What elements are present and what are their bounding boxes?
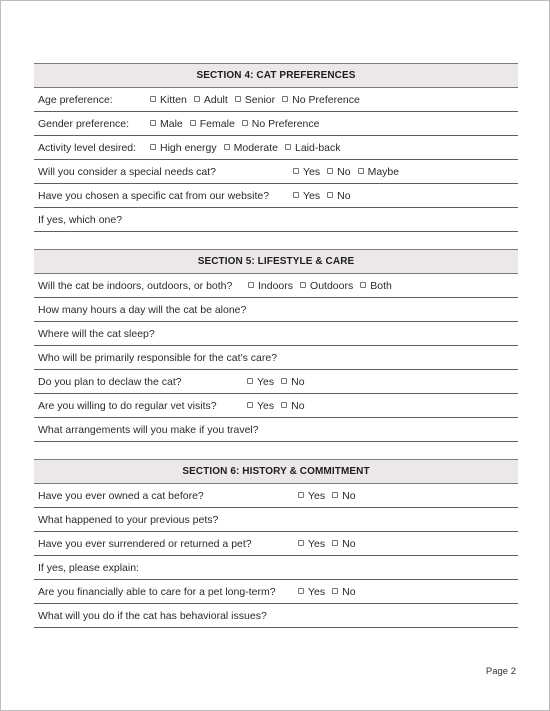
checkbox-icon[interactable] <box>298 540 304 546</box>
option-group <box>293 184 358 208</box>
checkbox-option[interactable]: Maybe <box>358 160 400 184</box>
checkbox-option[interactable]: Yes <box>247 394 274 418</box>
form-row-indoor-outdoor <box>34 274 518 298</box>
question-label: Do you plan to declaw the cat? <box>38 376 182 388</box>
question-label: Are you financially able to care for a pet long-term? <box>38 586 276 598</box>
form-row-age <box>34 88 518 112</box>
checkbox-icon[interactable] <box>150 96 156 102</box>
checkbox-option[interactable]: Yes <box>298 580 325 604</box>
checkbox-option[interactable]: Yes <box>293 160 320 184</box>
form-row-travel[interactable] <box>34 418 518 442</box>
question-label: If yes, which one? <box>38 214 123 226</box>
option-group <box>298 580 363 604</box>
checkbox-icon[interactable] <box>190 120 196 126</box>
form-row-gender <box>34 112 518 136</box>
form-row-activity <box>34 136 518 160</box>
section-lifestyle-care <box>34 249 518 442</box>
checkbox-icon[interactable] <box>150 144 156 150</box>
question-label: Age preference: <box>38 94 113 106</box>
checkbox-icon[interactable] <box>358 168 364 174</box>
checkbox-icon[interactable] <box>235 96 241 102</box>
checkbox-icon[interactable] <box>332 492 338 498</box>
question-label: Gender preference: <box>38 118 130 130</box>
checkbox-option[interactable]: No <box>327 184 350 208</box>
question-label: Have you ever surrendered or returned a pet? <box>38 538 252 550</box>
question-label: If yes, please explain: <box>38 562 139 574</box>
checkbox-option[interactable]: Yes <box>293 184 320 208</box>
option-group <box>150 88 367 112</box>
form-row-sleep[interactable] <box>34 322 518 346</box>
checkbox-icon[interactable] <box>150 120 156 126</box>
checkbox-option[interactable]: No <box>332 532 355 556</box>
checkbox-option[interactable]: Senior <box>235 88 275 112</box>
checkbox-icon[interactable] <box>327 192 333 198</box>
question-label: Are you willing to do regular vet visits? <box>38 400 217 412</box>
checkbox-icon[interactable] <box>360 282 366 288</box>
question-label: How many hours a day will the cat be alone? <box>38 304 247 316</box>
checkbox-icon[interactable] <box>282 96 288 102</box>
question-label: Will you consider a special needs cat? <box>38 166 217 178</box>
question-label: Will the cat be indoors, outdoors, or both? <box>38 280 233 292</box>
question-label: Have you ever owned a cat before? <box>38 490 204 502</box>
checkbox-icon[interactable] <box>298 588 304 594</box>
checkbox-icon[interactable] <box>194 96 200 102</box>
section-header: SECTION 5: LIFESTYLE & CARE <box>34 249 518 274</box>
checkbox-option[interactable]: Yes <box>247 370 274 394</box>
section-history-commitment <box>34 459 518 628</box>
option-group <box>150 136 348 160</box>
checkbox-icon[interactable] <box>293 192 299 198</box>
checkbox-icon[interactable] <box>332 588 338 594</box>
form-row-which-one[interactable] <box>34 208 518 232</box>
checkbox-option[interactable]: No Preference <box>282 88 360 112</box>
checkbox-icon[interactable] <box>242 120 248 126</box>
option-group <box>247 370 312 394</box>
checkbox-option[interactable]: No Preference <box>242 112 320 136</box>
checkbox-option[interactable]: Yes <box>298 532 325 556</box>
checkbox-option[interactable]: No <box>281 370 304 394</box>
question-label: Who will be primarily responsible for the cat’s care? <box>38 352 278 364</box>
checkbox-option[interactable]: No <box>281 394 304 418</box>
question-label: Activity level desired: <box>38 142 137 154</box>
form-row-previous-pets[interactable] <box>34 508 518 532</box>
checkbox-option[interactable]: Both <box>360 274 392 298</box>
question-label: What arrangements will you make if you travel? <box>38 424 259 436</box>
question-label: What will you do if the cat has behavioral issues? <box>38 610 267 622</box>
option-group <box>298 532 363 556</box>
section-cat-preferences <box>34 63 518 232</box>
checkbox-icon[interactable] <box>247 378 253 384</box>
checkbox-option[interactable]: Adult <box>194 88 228 112</box>
form-row-owned-cat <box>34 484 518 508</box>
checkbox-icon[interactable] <box>224 144 230 150</box>
option-group <box>247 394 312 418</box>
form-row-specific-cat <box>34 184 518 208</box>
form-row-special-needs <box>34 160 518 184</box>
checkbox-icon[interactable] <box>281 402 287 408</box>
page-number: Page 2 <box>485 666 516 677</box>
checkbox-icon[interactable] <box>298 492 304 498</box>
form-row-behavioral[interactable] <box>34 604 518 628</box>
checkbox-option[interactable]: No <box>327 160 350 184</box>
form-row-declaw <box>34 370 518 394</box>
form-row-hours-alone[interactable] <box>34 298 518 322</box>
checkbox-icon[interactable] <box>293 168 299 174</box>
section-header: SECTION 4: CAT PREFERENCES <box>34 63 518 88</box>
section-header: SECTION 6: HISTORY & COMMITMENT <box>34 459 518 484</box>
option-group <box>293 160 406 184</box>
form-row-surrendered <box>34 532 518 556</box>
option-group <box>150 112 326 136</box>
question-label: Where will the cat sleep? <box>38 328 155 340</box>
checkbox-option[interactable]: Outdoors <box>300 274 353 298</box>
checkbox-option[interactable]: Yes <box>298 484 325 508</box>
form-row-financial <box>34 580 518 604</box>
checkbox-icon[interactable] <box>300 282 306 288</box>
checkbox-option[interactable]: Kitten <box>150 88 187 112</box>
checkbox-icon[interactable] <box>285 144 291 150</box>
checkbox-icon[interactable] <box>281 378 287 384</box>
option-group <box>298 484 363 508</box>
option-group <box>248 274 399 298</box>
checkbox-icon[interactable] <box>327 168 333 174</box>
checkbox-option[interactable]: Male <box>150 112 183 136</box>
form-row-responsible[interactable] <box>34 346 518 370</box>
form-row-explain[interactable] <box>34 556 518 580</box>
checkbox-icon[interactable] <box>332 540 338 546</box>
checkbox-option[interactable]: High energy <box>150 136 217 160</box>
question-label: What happened to your previous pets? <box>38 514 219 526</box>
checkbox-option[interactable]: No <box>332 580 355 604</box>
checkbox-option[interactable]: Indoors <box>248 274 293 298</box>
checkbox-option[interactable]: Laid-back <box>285 136 341 160</box>
question-label: Have you chosen a specific cat from our website? <box>38 190 270 202</box>
checkbox-icon[interactable] <box>247 402 253 408</box>
form-row-vet-visits <box>34 394 518 418</box>
checkbox-option[interactable]: Moderate <box>224 136 278 160</box>
checkbox-icon[interactable] <box>248 282 254 288</box>
checkbox-option[interactable]: No <box>332 484 355 508</box>
checkbox-option[interactable]: Female <box>190 112 235 136</box>
